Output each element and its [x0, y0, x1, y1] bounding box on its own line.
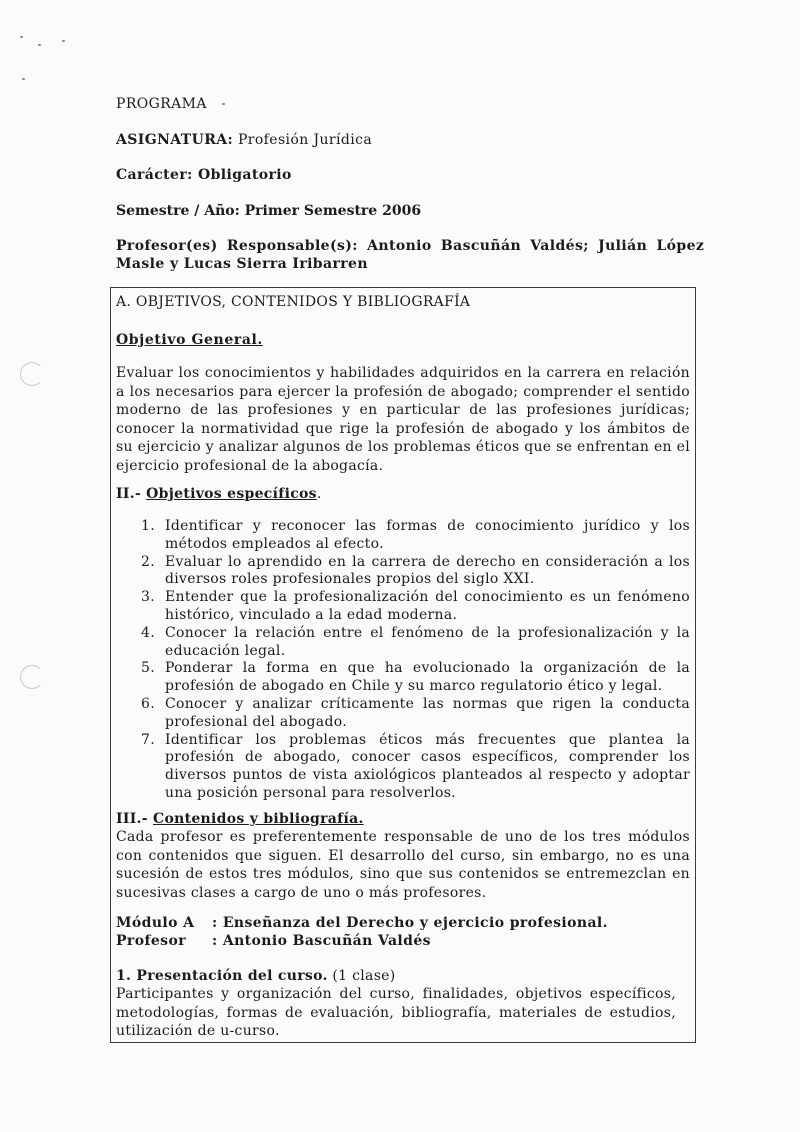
scan-speck	[62, 40, 65, 42]
especificos-prefix: II.-	[116, 486, 147, 502]
objetivo-general-text: Evaluar los conocimientos y habilidades adquiridos en la carrera en relación a los necesarios para ejercer la profesión de abogado; comprender el sentido moderno de las profesiones y en particular de las profesiones jurídicas; conocer la normatividad que rige la profesión de abogado y los ámbitos de su ejercicio y analizar algunos de los problemas éticos que se enfrentan en el ejercicio profesional de la abogacía.	[116, 365, 690, 474]
modulo-row	[116, 915, 608, 931]
list-item-number: 2.	[141, 553, 155, 570]
profesor-row	[116, 933, 431, 949]
profesor-label: Profesor	[116, 933, 186, 949]
list-item	[141, 589, 690, 625]
programa-label: PROGRAMA	[116, 96, 207, 112]
list-item	[141, 554, 690, 590]
objetivo-general-title: Objetivo General.	[116, 332, 263, 348]
semestre-value: Primer Semestre 2006	[244, 203, 422, 219]
list-item-text: Conocer y analizar críticamente las normas que rigen la conducta profesional del abogado.	[165, 695, 690, 730]
asignatura-label: ASIGNATURA:	[116, 132, 234, 148]
presentacion-heading	[116, 967, 396, 986]
asignatura-line	[116, 132, 372, 148]
contenidos-prefix: III.-	[116, 811, 154, 827]
list-item-number: 6.	[141, 695, 155, 712]
list-item-number: 5.	[141, 660, 155, 677]
presentacion-text: Participantes y organización del curso, finalidades, objetivos específicos, metodologías, formas de evaluación, bibliografía, materiales de estudios, utilización de u-curso.	[116, 986, 676, 1040]
especificos-suffix: .	[316, 486, 322, 502]
scan-speck	[20, 36, 23, 38]
list-item	[141, 518, 690, 554]
list-item-text: Identificar los problemas éticos más frecuentes que plantea la profesión de abogado, conocer casos específicos, comprender los diversos puntos de vista axiológicos planteados al respecto y adoptar una posición personal para resolverlos.	[165, 731, 690, 801]
list-item-text: Entender que la profesionalización del conocimiento es un fenómeno histórico, vinculado a la edad moderna.	[165, 589, 690, 623]
objectives-box	[110, 287, 696, 1043]
contenidos-heading	[116, 810, 364, 829]
caracter-line: Carácter: Obligatorio	[116, 167, 292, 183]
list-item-text: Conocer la relación entre el fenómeno de la profesionalización y la educación legal.	[165, 624, 690, 659]
list-item	[141, 660, 690, 696]
presentacion-note: (1 clase)	[327, 968, 396, 984]
list-item-number: 4.	[141, 624, 155, 641]
section-a-heading: A. OBJETIVOS, CONTENIDOS Y BIBLIOGRAFÍA	[116, 294, 471, 310]
profesores-line-1: Profesor(es) Responsable(s): Antonio Bascuñán Valdés; Julián López	[116, 238, 705, 254]
profesores-line-2: Masle y Lucas Sierra Iribarren	[116, 256, 368, 272]
list-item-number: 7.	[141, 731, 155, 748]
contenidos-title: Contenidos y bibliografía.	[153, 811, 364, 827]
punch-hole	[20, 362, 44, 386]
punch-hole	[20, 665, 44, 689]
modulo-label: Módulo A	[116, 915, 195, 931]
semestre-line	[116, 203, 421, 219]
modulo-value: : Enseñanza del Derecho y ejercicio profesional.	[212, 915, 608, 931]
scan-speck	[22, 78, 25, 80]
especificos-title: Objetivos específicos	[146, 486, 317, 502]
profesor-value: : Antonio Bascuñán Valdés	[212, 933, 431, 949]
list-item-number: 1.	[141, 518, 155, 534]
scan-speck	[38, 44, 41, 46]
list-item	[141, 732, 690, 803]
contenidos-text: Cada profesor es preferentemente responsable de uno de los tres módulos con contenidos que siguen. El desarrollo del curso, sin embargo, no es una sucesión de estos tres módulos, sino que sus contenidos se entremezclan en sucesivas clases a cargo de uno o más profesores.	[116, 829, 690, 901]
list-item	[141, 696, 690, 732]
asignatura-value: Profesión Jurídica	[237, 132, 373, 148]
list-item-text: Identificar y reconocer las formas de conocimiento jurídico y los métodos empleados al efecto.	[165, 518, 690, 552]
semestre-label: Semestre / Año:	[116, 203, 240, 219]
scan-speck	[222, 103, 225, 105]
list-item-number: 3.	[141, 589, 155, 606]
especificos-list	[141, 518, 690, 803]
list-item	[141, 625, 690, 661]
especificos-heading	[116, 485, 322, 504]
list-item-text: Ponderar la forma en que ha evolucionado la organización de la profesión de abogado en Chile y su marco regulatorio ético y legal.	[165, 660, 690, 695]
list-item-text: Evaluar lo aprendido en la carrera de derecho en consideración a los diversos roles profesionales propios del siglo XXI.	[165, 553, 690, 588]
presentacion-title: 1. Presentación del curso.	[116, 968, 328, 984]
